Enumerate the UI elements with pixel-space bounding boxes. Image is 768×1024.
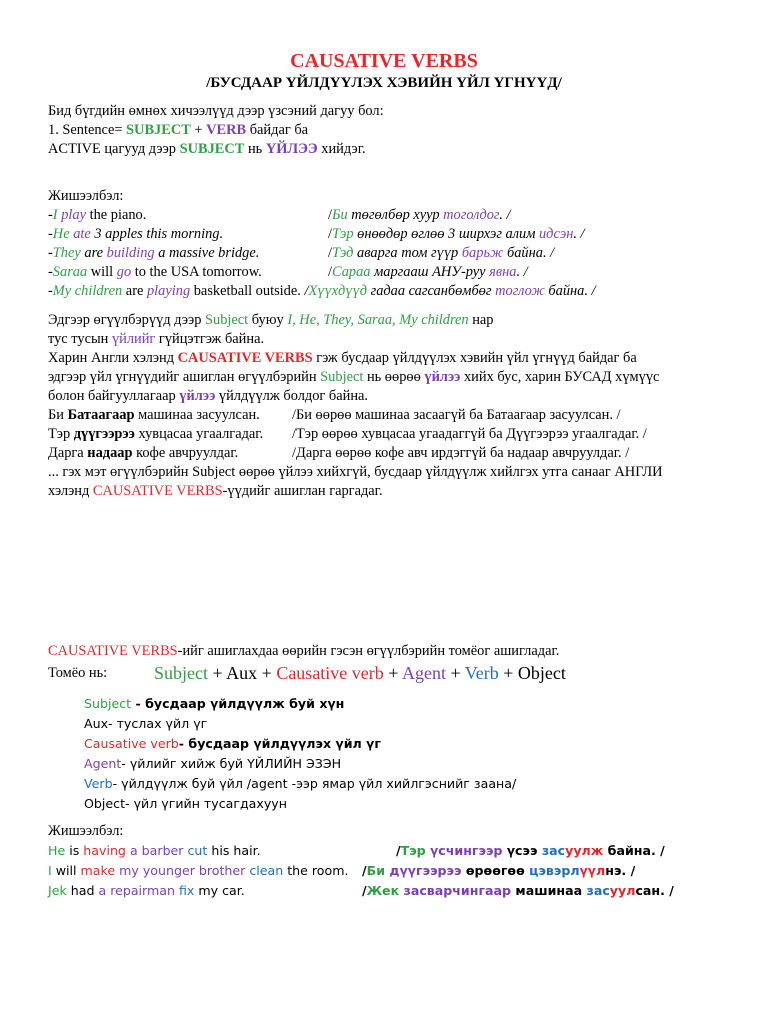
dash: - [48, 264, 53, 280]
slash: / [362, 863, 367, 878]
def-text: - үйлийг хийж буй ҮЙЛИЙН ЭЗЭН [121, 756, 342, 771]
para-line [48, 387, 368, 405]
translation [328, 225, 585, 243]
text: had [66, 883, 99, 898]
subject-word: My children [52, 283, 123, 299]
verb-word: зас [541, 843, 566, 858]
text: to the USA tomorrow. [131, 264, 262, 280]
text: өрөөгөө [461, 863, 530, 878]
def-term: Verb [84, 776, 113, 791]
formula-object: + Object [498, 663, 566, 683]
text: үсээ [502, 843, 542, 858]
intro-text: 1. Sentence= [48, 122, 127, 138]
subject-word: I [52, 207, 58, 223]
formula-label: Томёо нь: [48, 665, 108, 681]
intro-line-3 [48, 140, 366, 158]
dash: - [48, 226, 53, 242]
text: are [122, 283, 147, 299]
subject-word: Тэр [332, 226, 354, 242]
causative-term: CAUSATIVE VERBS [177, 350, 313, 366]
text: болон байгууллагаар [48, 388, 180, 404]
text: машинаа засуулсан. [134, 407, 260, 423]
subject-term: SUBJECT [179, 141, 245, 157]
text: will [87, 264, 117, 280]
example-row [48, 225, 728, 243]
para-line [48, 463, 663, 481]
formula-subject: Subject [154, 663, 208, 683]
def-text: - үйлдүүлж буй үйл /agent -ээр ямар үйл хийлгэснийг заана/ [112, 776, 517, 791]
text: сан. / [635, 883, 674, 898]
translation: /Дарга өөрөө кофе авч ирдэггүй ба надаар авчруулдаг. / [292, 445, 630, 461]
subject-term: Subject [320, 369, 364, 385]
subject-word: Jek [48, 883, 67, 898]
subject-term: SUBJECT [126, 122, 191, 138]
subject-word: Хүүхдүүд [308, 283, 367, 299]
text: -үүдийг ашиглан гаргадаг. [222, 483, 383, 499]
para-line [48, 349, 637, 367]
usage-line [48, 642, 559, 660]
dash: - [48, 245, 53, 261]
text: Тэр [48, 426, 74, 442]
causative-term: CAUSATIVE VERBS [92, 483, 223, 499]
subject-word: He [52, 226, 70, 242]
verb-word: барьж [461, 245, 504, 261]
verb-word: clean [249, 863, 284, 878]
def-line [84, 695, 344, 713]
subject-word: Сараа [332, 264, 371, 280]
verb-word: тоглож [495, 283, 545, 299]
verb-word: идсэн [538, 226, 574, 242]
formula-aux: + Aux + [208, 663, 277, 683]
translation: /Би өөрөө машинаа засаагүй ба Батаагаар засуулсан. / [292, 407, 621, 423]
plus: + [383, 663, 402, 683]
formula-causative: Causative verb [276, 663, 384, 683]
subject-word: He [48, 843, 66, 858]
causative-suffix: уулж [565, 843, 604, 858]
slash: / [328, 207, 332, 223]
text: хэлэнд [48, 483, 93, 499]
dash: - [48, 207, 53, 223]
translation [328, 244, 554, 262]
verb-word: цэвэрл [529, 863, 580, 878]
intro-text: ACTIVE цагууд дээр [48, 141, 180, 157]
para-line [48, 425, 738, 443]
def-term: Subject [84, 696, 132, 711]
verb-word: явна [489, 264, 517, 280]
text: Дарга [48, 445, 88, 461]
def-text: Aux- туслах үйл үг [84, 716, 208, 731]
subject-list: I, He, They, Saraa, My children [287, 312, 469, 328]
causative-suffix: уул [609, 883, 636, 898]
example2-row [48, 882, 748, 900]
translation [362, 882, 674, 900]
text: байна. / [544, 283, 596, 299]
slash: / [328, 245, 332, 261]
translation [328, 263, 528, 281]
formula-verb: Verb [464, 663, 499, 683]
text: хийх бус, харин БУСАД хүмүүс [460, 369, 660, 385]
intro-text: нь [244, 141, 266, 157]
verb-word: play [61, 207, 86, 223]
text: эдгээр үйл үгнүүдийг ашиглан өгүүлбэрийн [48, 369, 321, 385]
verb-term: үйлийг [111, 331, 156, 347]
subject-word: Тэр [400, 843, 426, 858]
translation [396, 842, 665, 860]
subject-word: Saraa [52, 264, 88, 280]
causative-word: make [80, 863, 116, 878]
def-line [84, 715, 207, 733]
text: ... гэх мэт өгүүлбэрийн Subject өөрөө үйлээ хийхгүй, бусдаар үйлдүүлж хийлгэх утга санааг АНГЛИ [48, 464, 663, 480]
example-row [48, 206, 728, 224]
text: байна. / [603, 843, 665, 858]
formula-agent: Agent [401, 663, 446, 683]
verb-word: зас [586, 883, 610, 898]
translation [362, 862, 635, 880]
para-line [48, 444, 738, 462]
subject-word: Тэд [332, 245, 354, 261]
text: . / [499, 207, 511, 223]
text: . / [573, 226, 585, 242]
text: өнөөдөр өглөө 3 ширхэг алим [353, 226, 539, 242]
para-line [48, 482, 383, 500]
agent-term: Батаагаар [67, 407, 135, 423]
text: маргааш АНУ-руу [370, 264, 490, 280]
causative-suffix: үүл [579, 863, 606, 878]
verb-word: тоголдог [443, 207, 500, 223]
text: кофе авчруулдаг. [132, 445, 239, 461]
text: -ийг ашиглахдаа өөрийн гэсэн өгүүлбэрийн томёог ашигладаг. [177, 643, 560, 659]
verb-word: ate [73, 226, 91, 242]
def-line [84, 735, 381, 753]
verb-term: VERB [206, 122, 247, 138]
text: буюу [248, 312, 288, 328]
verb-term: ҮЙЛЭЭ [265, 141, 318, 157]
example-row [48, 282, 728, 300]
agent-word: my younger brother [119, 863, 246, 878]
example2-row [48, 842, 748, 860]
def-term: Agent [84, 756, 122, 771]
para-line [48, 311, 494, 329]
text: үйлдүүлж болдог байна. [215, 388, 369, 404]
slash: / [362, 883, 367, 898]
def-term: Causative verb [84, 736, 179, 751]
verb-word: cut [187, 843, 208, 858]
subject-term: Subject [205, 312, 249, 328]
def-line [84, 755, 341, 773]
agent-word: үсчингээр [425, 843, 503, 858]
verb-word: go [116, 264, 132, 280]
agent-word: засварчингаар [399, 883, 512, 898]
translation [328, 206, 511, 224]
subject-word: Би [332, 207, 348, 223]
dash: - [48, 283, 53, 299]
text: төгөлбөр хуур [347, 207, 444, 223]
intro-text: байдаг ба [246, 122, 309, 138]
text: the room. [283, 863, 349, 878]
example-row [48, 263, 728, 281]
formula [154, 661, 566, 685]
text: 3 apples this morning. [90, 226, 224, 242]
text: Эдгээр өгүүлбэрүүд дээр [48, 312, 206, 328]
text: гадаа сагсанбөмбөг [366, 283, 496, 299]
examples2-label: Жишээлбэл: [48, 823, 124, 839]
def-line [84, 795, 287, 813]
subject-word: Би [366, 863, 386, 878]
text: нар [468, 312, 494, 328]
text: basketball outside. [190, 283, 305, 299]
slash: / [328, 226, 332, 242]
text: тус тусын [48, 331, 112, 347]
text: . / [516, 264, 528, 280]
text: will [51, 863, 81, 878]
text: my car. [194, 883, 245, 898]
verb-word: building [106, 245, 155, 261]
text: нэ. / [605, 863, 636, 878]
def-text: - бусдаар үйлдүүлэх үйл үг [178, 736, 381, 751]
agent-word: a repairman [98, 883, 175, 898]
para-line [48, 368, 659, 386]
text: are [80, 245, 107, 261]
subject-word: They [52, 245, 81, 261]
text: байна. / [503, 245, 555, 261]
text: машинаа [511, 883, 587, 898]
intro-text: хийдэг. [317, 141, 366, 157]
plus: + [445, 663, 465, 683]
intro-line-1 [48, 102, 384, 120]
verb-term: үйлээ [179, 388, 216, 404]
causative-word: having [83, 843, 126, 858]
text: the piano. [85, 207, 147, 223]
text: a massive bridge. [154, 245, 260, 261]
example2-row [48, 862, 748, 880]
page-subtitle: /БУСДААР ҮЙЛДҮҮЛЭХ ХЭВИЙН ҮЙЛ ҮГНҮҮД/ [206, 75, 562, 91]
verb-word: playing [146, 283, 191, 299]
verb-term: үйлээ [424, 369, 461, 385]
def-line [84, 775, 516, 793]
formula-line [48, 661, 566, 685]
slash: / [304, 283, 309, 299]
text: хувцасаа угаалгадаг. [134, 426, 264, 442]
intro-text: Бид бүгдийн өмнөх хичээлүүд дээр үзсэний дагуу бол: [48, 103, 384, 119]
causative-term: CAUSATIVE VERBS [48, 643, 178, 659]
text: Би [48, 407, 68, 423]
subject-word: I [48, 863, 52, 878]
text: гэж бусдаар үйлдүүлэх хэвийн үйл үгнүүд байдаг ба [312, 350, 637, 366]
text: аварга том гүүр [353, 245, 462, 261]
agent-term: надаар [87, 445, 133, 461]
text: is [65, 843, 84, 858]
page-title: CAUSATIVE VERBS [290, 50, 478, 72]
translation: /Тэр өөрөө хувцасаа угаадаггүй ба Дүүгээрээ угаалгадаг. / [292, 426, 647, 442]
text: нь өөрөө [363, 369, 425, 385]
agent-word: дүүгээрээ [385, 863, 462, 878]
text: гүйцэтгэж байна. [155, 331, 265, 347]
slash: / [396, 843, 401, 858]
examples-label: Жишээлбэл: [48, 188, 124, 204]
def-text: Object- үйл үгийн тусагдахуун [84, 796, 287, 811]
def-text: - бусдаар үйлдүүлж буй хүн [131, 696, 345, 711]
text: his hair. [207, 843, 261, 858]
para-line [48, 330, 264, 348]
slash: / [328, 264, 332, 280]
subject-word: Жек [366, 883, 400, 898]
verb-word: fix [179, 883, 195, 898]
example-row [48, 244, 728, 262]
para-line [48, 406, 738, 424]
intro-line-2 [48, 121, 308, 139]
agent-word: a barber [129, 843, 184, 858]
text: Харин Англи хэлэнд [48, 350, 178, 366]
intro-text: + [190, 122, 207, 138]
agent-term: дүүгээрээ [73, 426, 135, 442]
